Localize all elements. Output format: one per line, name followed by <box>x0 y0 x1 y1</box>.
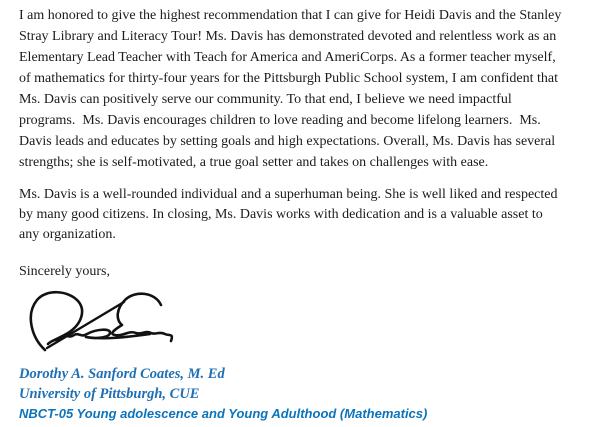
text-line: strengths; she is self-motivated, a true goal setter and takes on challenges with ease. <box>19 155 489 170</box>
text-line: I am honored to give the highest recommendation that I can give for Heidi Davis and the Stanley <box>19 8 562 23</box>
summary-paragraph <box>19 185 597 245</box>
closing-salutation: Sincerely yours, <box>19 264 110 279</box>
text-line: any organization. <box>19 227 116 242</box>
text-line: Ms. Davis can positively serve our community. To that end, I believe we need impactful <box>19 92 512 107</box>
text-line: of mathematics for thirty-four years for the Pittsburgh Public School system, I am confident that <box>19 71 559 86</box>
text-line: Elementary Lead Teacher with Teach for America and AmeriCorps. As a former teacher myself, <box>19 50 556 65</box>
signatory-affiliation: University of Pittsburgh, CUE <box>19 386 200 402</box>
text-line: Ms. Davis is a well-rounded individual and a superhuman being. She is well liked and respected <box>19 187 558 202</box>
text-line: programs. Ms. Davis encourages children to love reading and become lifelong learners. Ms. <box>19 113 541 128</box>
text-line: Stray Library and Literacy Tour! Ms. Davis has demonstrated devoted and relentless work as an <box>19 29 557 44</box>
signatory-name: Dorothy A. Sanford Coates, M. Ed <box>19 366 225 382</box>
text-line: by many good citizens. In closing, Ms. Davis works with dedication and is a valuable asset to <box>19 207 543 222</box>
signatory-certification: NBCT-05 Young adolescence and Young Adulthood (Mathematics) <box>19 406 428 421</box>
letter-body <box>19 5 597 424</box>
handwritten-signature <box>24 288 196 352</box>
signature-block <box>19 364 597 424</box>
text-line: Davis leads and educates by setting goals and high expectations. Overall, Ms. Davis has several <box>19 134 556 149</box>
recommendation-paragraph <box>19 5 597 173</box>
